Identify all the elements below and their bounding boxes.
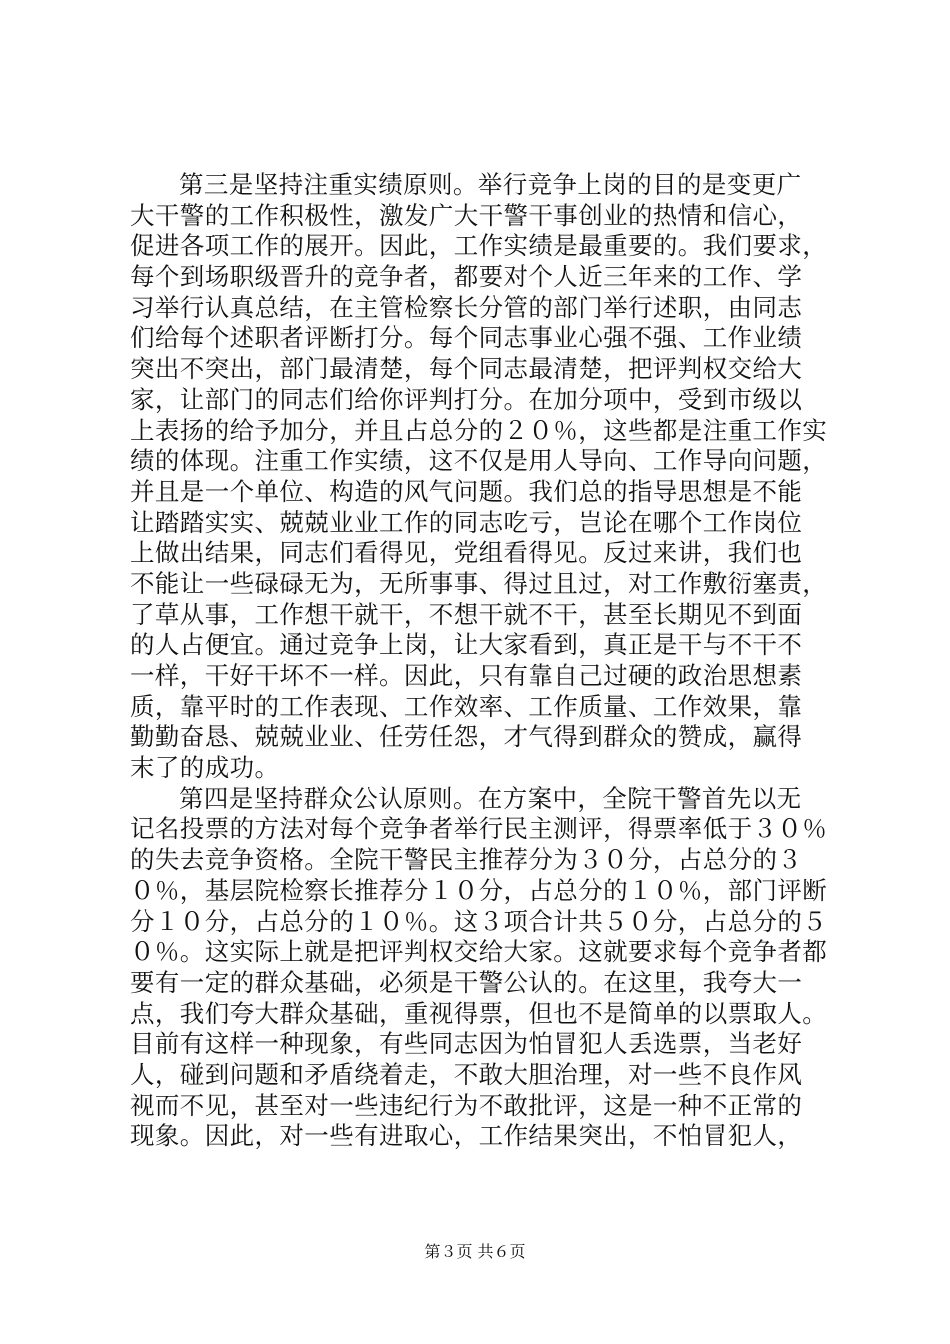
text-line: 促进各项工作的展开。因此，工作实绩是最重要的。我们要求， <box>130 231 828 261</box>
page-number-footer: 第３页 共６页 <box>424 1242 526 1261</box>
text-line: 第三是坚持注重实绩原则。举行竞争上岗的目的是变更广 <box>179 170 802 199</box>
text-line: 目前有这样一种现象，有些同志因为怕冒犯人丢选票，当老好 <box>130 1029 803 1059</box>
text-line: 现象。因此，对一些有进取心，工作结果突出，不怕冒犯人， <box>130 1121 803 1151</box>
text-line: 的失去竞争资格。全院干警民主推荐分为３０分，占总分的３ <box>130 845 803 875</box>
text-line: 了草从事，工作想干就干，不想干就不干，甚至长期见不到面 <box>130 599 803 629</box>
text-line: 一样，干好干坏不一样。因此，只有靠自己过硬的政治思想素 <box>130 661 803 690</box>
text-line: 不能让一些碌碌无为，无所事事、得过且过，对工作敷衍塞责， <box>130 568 828 598</box>
text-line: 绩的体现。注重工作实绩，这不仅是用人导向、工作导向问题， <box>130 446 828 476</box>
document-body <box>130 170 862 1152</box>
text-line: 习举行认真总结，在主管检察长分管的部门举行述职，由同志 <box>130 292 803 322</box>
text-line: 人，碰到问题和矛盾绕着走，不敢大胆治理，对一些不良作风 <box>130 1059 803 1089</box>
text-line: 勤勤奋恳、兢兢业业、任劳任怨，才气得到群众的赞成，赢得 <box>130 722 803 752</box>
text-line: 上表扬的给予加分，并且占总分的２０％，这些都是注重工作实 <box>130 415 828 445</box>
text-line: 视而不见，甚至对一些违纪行为不敢批评，这是一种不正常的 <box>130 1090 803 1120</box>
text-line: 的人占便宜。通过竞争上岗，让大家看到，真正是干与不干不 <box>130 630 803 660</box>
text-line: 末了的成功。 <box>130 753 280 783</box>
text-line: 分１０分，占总分的１０％。这３项合计共５０分，占总分的５ <box>130 906 828 936</box>
text-line: 质，靠平时的工作表现、工作效率、工作质量、工作效果，靠 <box>130 691 803 721</box>
text-line: 上做出结果，同志们看得见，党组看得见。反过来讲，我们也 <box>130 538 803 568</box>
text-line: ０％，基层院检察长推荐分１０分，占总分的１０％，部门评断 <box>130 875 828 905</box>
paragraph-fourth-principle <box>130 784 862 1152</box>
text-line: 点，我们夸大群众基础，重视得票，但也不是简单的以票取人。 <box>130 998 828 1028</box>
paragraph-third-principle <box>130 170 862 784</box>
text-line: 要有一定的群众基础，必须是干警公认的。在这里，我夸大一 <box>130 967 803 997</box>
text-line: ０％。这实际上就是把评判权交给大家。这就要求每个竞争者都 <box>130 937 828 967</box>
text-line: 们给每个述职者评断打分。每个同志事业心强不强、工作业绩 <box>130 323 803 353</box>
text-line: 并且是一个单位、构造的风气问题。我们总的指导思想是不能 <box>130 476 803 506</box>
text-line: 家，让部门的同志们给你评判打分。在加分项中，受到市级以 <box>130 384 803 414</box>
text-line: 第四是坚持群众公认原则。在方案中，全院干警首先以无 <box>179 783 802 813</box>
text-line: 每个到场职级晋升的竞争者，都要对个人近三年来的工作、学 <box>130 262 803 292</box>
text-line: 大干警的工作积极性，激发广大干警干事创业的热情和信心， <box>130 200 803 230</box>
text-line: 让踏踏实实、兢兢业业工作的同志吃亏，岂论在哪个工作岗位 <box>130 507 803 537</box>
text-line: 记名投票的方法对每个竞争者举行民主测评，得票率低于３０％ <box>130 814 828 844</box>
text-line: 突出不突出，部门最清楚，每个同志最清楚，把评判权交给大 <box>130 354 803 384</box>
